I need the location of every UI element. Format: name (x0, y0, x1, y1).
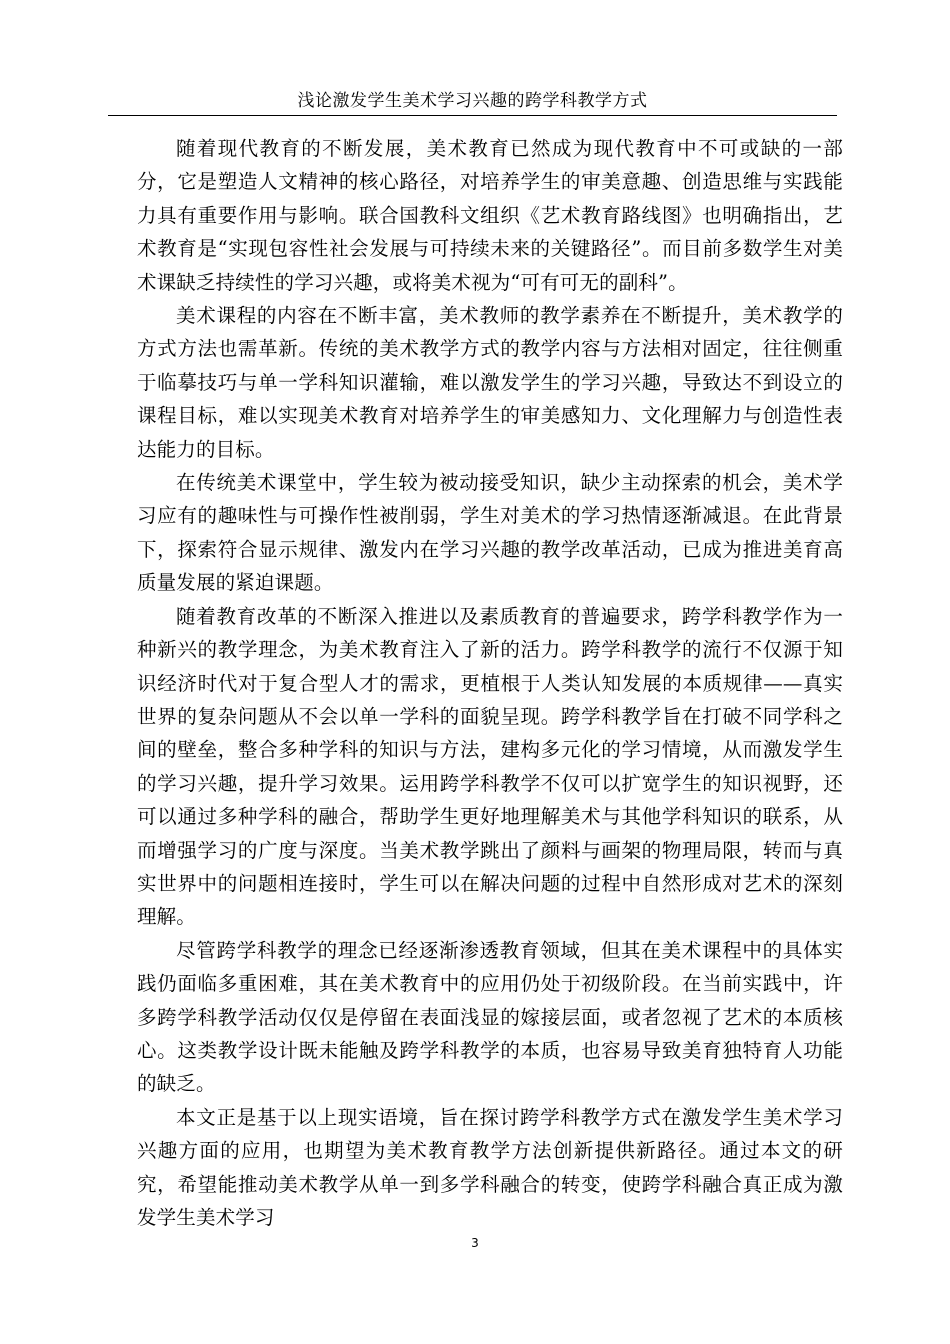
paragraph-5: 尽管跨学科教学的理念已经逐渐渗透教育领域，但其在美术课程中的具体实践仍面临多重困难，其在美术教育中的应用仍处于初级阶段。在当前实践中，许多跨学科教学活动仅仅是停留在表面浅显的嫁接层面，或者忽视了艺术的本质核心。这类教学设计既未能触及跨学科教学的本质，也容易导致美育独特育人功能的缺乏。 (137, 938, 843, 1096)
body-text (137, 132, 843, 1234)
paragraph-6: 本文正是基于以上现实语境，旨在探讨跨学科教学方式在激发学生美术学习兴趣方面的应用，也期望为美术教育教学方法创新提供新路径。通过本文的研究，希望能推动美术教学从单一到多学科融合的转变，使跨学科融合真正成为激发学生美术学习 (137, 1105, 843, 1229)
paragraph-2: 美术课程的内容在不断丰富，美术教师的教学素养在不断提升，美术教学的方式方法也需革新。传统的美术教学方式的教学内容与方法相对固定，往往侧重于临摹技巧与单一学科知识灌输，难以激发学生的学习兴趣，导致达不到设立的课程目标，难以实现美术教育对培养学生的审美感知力、文化理解力与创造性表达能力的目标。 (137, 304, 843, 461)
paragraph-3: 在传统美术课堂中，学生较为被动接受知识，缺少主动探索的机会，美术学习应有的趣味性与可操作性被削弱，学生对美术的学习热情逐渐减退。在此背景下，探索符合显示规律、激发内在学习兴趣的教学改革活动，已成为推进美育高质量发展的紧迫课题。 (137, 471, 843, 595)
running-header-title: 浅论激发学生美术学习兴趣的跨学科教学方式 (297, 91, 648, 111)
paragraph-4: 随着教育改革的不断深入推进以及素质教育的普遍要求，跨学科教学作为一种新兴的教学理念，为美术教育注入了新的活力。跨学科教学的流行不仅源于知识经济时代对于复合型人才的需求，更植根于人类认知发展的本质规律——真实世界的复杂问题从不会以单一学科的面貌呈现。跨学科教学旨在打破不同学科之间的壁垒，整合多种学科的知识与方法，建构多元化的学习情境，从而激发学生的学习兴趣，提升学习效果。运用跨学科教学不仅可以扩宽学生的知识视野，还可以通过多种学科的融合，帮助学生更好地理解美术与其他学科知识的联系，从而增强学习的广度与深度。当美术教学跳出了颜料与画架的物理局限，转而与真实世界中的问题相连接时，学生可以在解决问题的过程中自然形成对艺术的深刻理解。 (137, 604, 843, 929)
paragraph-1: 随着现代教育的不断发展，美术教育已然成为现代教育中不可或缺的一部分，它是塑造人文精神的核心路径，对培养学生的审美意趣、创造思维与实践能力具有重要作用与影响。联合国教科文组织《艺术教育路线图》也明确指出，艺术教育是“实现包容性社会发展与可持续未来的关键路径”。而目前多数学生对美术课缺乏持续性的学习兴趣，或将美术视为“可有可无的副科”。 (137, 137, 843, 294)
page-number: 3 (471, 1236, 479, 1250)
header-divider (108, 115, 837, 116)
